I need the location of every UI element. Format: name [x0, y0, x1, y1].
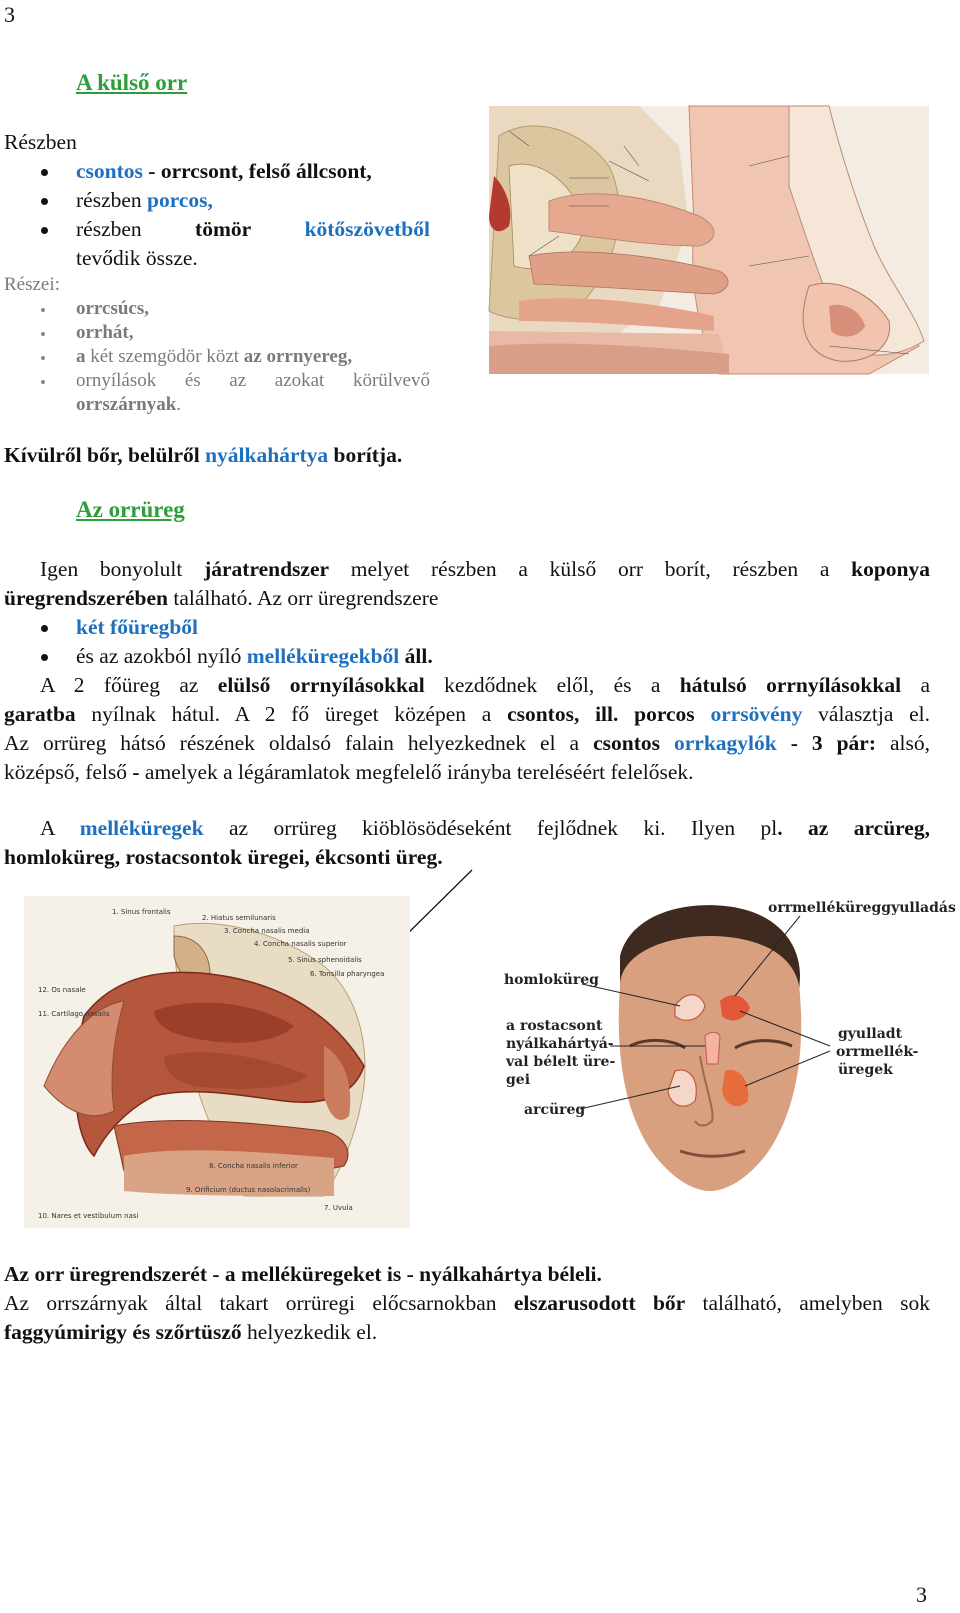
face-label: orrmellék- — [836, 1044, 919, 1060]
face-label: gei — [506, 1072, 531, 1088]
footer-text — [4, 1260, 930, 1347]
sagittal-illustration — [24, 896, 410, 1228]
face-label: nyálkahártyá- — [506, 1036, 614, 1052]
nose-anatomy-figure — [489, 106, 929, 374]
list-item: a két szemgödör közt az orrnyereg, — [76, 345, 430, 369]
face-label: val bélelt üre- — [506, 1054, 616, 1070]
face-label: homloküreg — [504, 972, 599, 988]
intro-text: Részben — [4, 130, 77, 154]
list-item: két főüregből — [76, 613, 930, 642]
face-label: arcüreg — [524, 1102, 586, 1118]
paragraph-line: Az orrüreg hátsó részének oldalsó falain helyezkednek el a csontos orrkagylók - 3 pár: alsó, — [4, 731, 931, 755]
list-item: részben porcos, — [76, 186, 430, 215]
paragraph-line: Az orr üregrendszerét - a melléküregeket is - nyálkahártya béleli. — [4, 1262, 602, 1286]
sagittal-label: 5. Sinus sphenoidalis — [288, 956, 362, 964]
list-item: orrcsúcs, — [76, 297, 430, 321]
paragraph-line: üregrendszerében található. Az orr üregrendszere — [4, 586, 439, 610]
sagittal-label: 3. Concha nasalis media — [224, 927, 310, 935]
nose-anatomy-illustration — [489, 106, 929, 374]
paragraph-line: Igen bonyolult járatrendszer melyet részben a külső orr borít, részben a koponya — [40, 557, 930, 581]
page-number-bottom: 3 — [916, 1582, 927, 1607]
paragraph-line: Az orrszárnyak által takart orrüregi előcsarnokban elszarusodott bőr található, amelyben sok — [4, 1291, 930, 1315]
paragraph-line: A 2 főüreg az elülső orrnyílásokkal kezdődnek elől, és a hátulsó orrnyílásokkal a — [40, 673, 930, 697]
sagittal-section-figure — [24, 896, 410, 1228]
paragraph-line: A melléküregek az orrüreg kiöblösödéseként fejlődnek ki. Ilyen pl. az arcüreg, — [40, 816, 930, 840]
face-label: a rostacsont — [506, 1018, 603, 1034]
composition-list — [76, 157, 430, 273]
section-title-external-nose: A külső orr — [76, 70, 188, 95]
paragraph-line: garatba nyílnak hátul. A 2 fő üreget középen a csontos, ill. porcos orrsövény választja el. — [4, 702, 931, 726]
paragraph-line: középső, felső - amelyek a légáramlatok megfelelő irányba tereléséért felelősek. — [4, 760, 694, 784]
parts-list — [76, 297, 430, 417]
sagittal-label: 12. Os nasale — [38, 986, 86, 994]
face-label: üregek — [838, 1062, 893, 1078]
list-item: orrhát, — [76, 321, 430, 345]
sagittal-label: 10. Nares et vestibulum nasi — [38, 1212, 139, 1220]
face-illustration — [500, 896, 956, 1201]
list-item: ornyílások és az azokat körülvevő orrszárnyak. — [76, 369, 430, 417]
sagittal-label: 6. Tonsilla pharyngea — [310, 970, 385, 978]
paragraph-line: faggyúmirigy és szőrtüsző helyezkedik el. — [4, 1320, 378, 1344]
face-title: orrmelléküreggyulladás — [768, 900, 956, 916]
external-nose-text — [4, 128, 434, 417]
paragraph-line: homloküreg, rostacsontok üregei, ékcsonti üreg. — [4, 845, 443, 869]
face-label: gyulladt — [838, 1026, 903, 1042]
sinusitis-face-figure — [500, 896, 956, 1201]
sagittal-label: 2. Hiatus semilunaris — [202, 914, 276, 922]
section-title-nasal-cavity: Az orrüreg — [76, 497, 185, 522]
list-item: és az azokból nyíló melléküregekből áll. — [76, 642, 930, 671]
list-item: csontos - orrcsont, felső állcsont, — [76, 157, 430, 186]
page-number-top: 3 — [4, 2, 15, 27]
sagittal-label: 11. Cartilago nasalis — [38, 1010, 110, 1018]
sagittal-label: 4. Concha nasalis superior — [254, 940, 347, 948]
parts-label: Részei: — [4, 274, 60, 295]
nasal-cavity-text — [4, 555, 930, 872]
sagittal-label: 8. Concha nasalis inferior — [209, 1162, 298, 1170]
sagittal-label: 9. Orificium (ductus nasolacrimalis) — [186, 1186, 311, 1194]
list-item: részben tömör kötőszövetből tevődik össze. — [76, 215, 430, 273]
sagittal-label: 7. Uvula — [324, 1204, 353, 1212]
sagittal-label: 1. Sinus frontalis — [112, 908, 171, 916]
cavity-list — [76, 613, 930, 671]
cover-sentence: Kívülről bőr, belülről nyálkahártya borítja. — [4, 443, 403, 467]
